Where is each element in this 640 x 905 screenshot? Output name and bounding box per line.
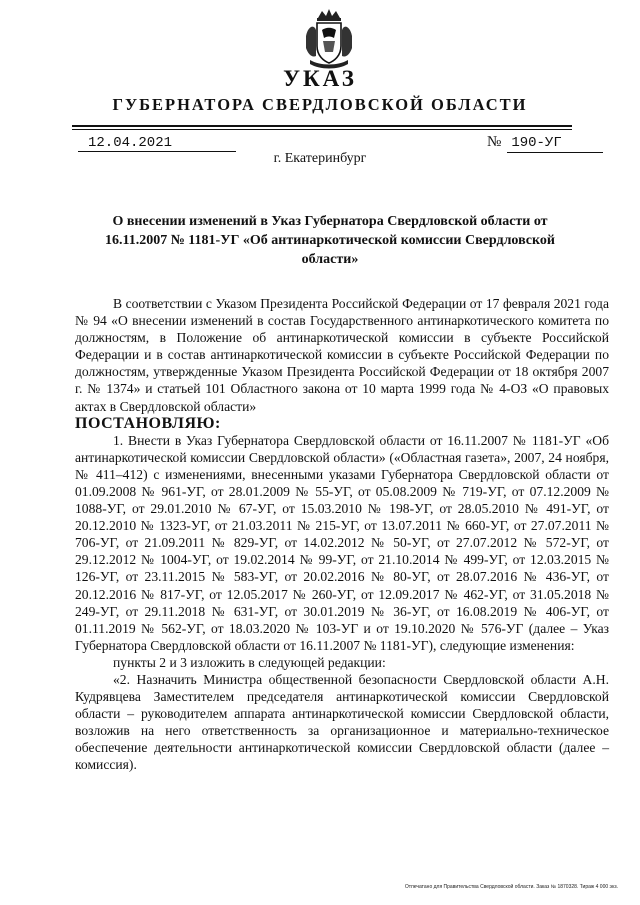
header-divider-thin bbox=[72, 129, 572, 130]
document-title: УКАЗ bbox=[283, 66, 357, 91]
print-footnote: Отпечатано для Правительства Свердловской области. Заказ № 1870328. Тираж 4 000 экз. bbox=[404, 884, 618, 890]
decree-number: 190-УГ bbox=[507, 135, 603, 153]
decree-subject: О внесении изменений в Указ Губернатора Свердловской области от 16.11.2007 № 1181-УГ «Об антинаркотической комиссии Свердловской области» bbox=[105, 214, 555, 267]
header-divider-thick bbox=[72, 125, 572, 127]
decree-date: 12.04.2021 bbox=[78, 135, 236, 152]
document-body bbox=[75, 295, 609, 774]
decree-heading: ПОСТАНОВЛЯЮ: bbox=[75, 414, 221, 432]
coat-of-arms-icon bbox=[304, 8, 354, 70]
number-sign: № bbox=[487, 134, 502, 150]
item-1-sub-paragraph: пункты 2 и 3 изложить в следующей редакции: bbox=[113, 654, 386, 670]
document-subtitle: ГУБЕРНАТОРА СВЕРДЛОВСКОЙ ОБЛАСТИ bbox=[112, 95, 528, 114]
item-2-paragraph: «2. Назначить Министра общественной безопасности Свердловской области А.Н. Кудрявцева Заместителем председателя антинаркотической комиссии Свердловской области – руководителем аппарата антинаркотической комиссии Свердловской области, возложив на него ответственность за организационное и материально-техническое обеспечение деятельности антинаркотической комиссии Свердловской области (далее – комиссия). bbox=[75, 671, 609, 773]
preamble-paragraph: В соответствии с Указом Президента Российской Федерации от 17 февраля 2021 года № 94 «О внесении изменений в состав Государственного антинаркотического комитета по должностям, в Положение об антинаркотической комиссии в субъекте Российской Федерации и в состав антинаркотической комиссии в субъекте Российской Федерации по должностям, утвержденные Указом Президента Российской Федерации от 18 октября 2007 г. № 1374» и статьей 101 Областного закона от 10 марта 1999 года № 4-ОЗ «О правовых актах в Свердловской области» bbox=[75, 296, 609, 414]
city-label: г. Екатеринбург bbox=[273, 151, 367, 166]
item-1-paragraph: 1. Внести в Указ Губернатора Свердловской области от 16.11.2007 № 1181-УГ «Об антинаркотической комиссии Свердловской области» («Областная газета», 2007, 24 ноября, № 411–412) с изменениями, внесенными указами Губернатора Свердловской области от 01.09.2008 № 961-УГ, от 28.01.2009 № 55-УГ, от 05.08.2009 № 719-УГ, от 07.12.2009 № 1088-УГ, от 29.01.2010 № 67-УГ, от 15.03.2010 № 198-УГ, от 28.05.2010 № 491-УГ, от 20.12.2010 № 1323-УГ, от 21.03.2011 № 215-УГ, от 13.07.2011 № 660-УГ, от 27.07.2011 № 706-УГ, от 21.09.2011 № 829-УГ, от 14.02.2012 № 50-УГ, от 27.07.2012 № 572-УГ, от 29.12.2012 № 1004-УГ, от 19.02.2014 № 99-УГ, от 21.10.2014 № 499-УГ, от 12.03.2015 № 126-УГ, от 23.11.2015 № 583-УГ, от 20.02.2016 № 80-УГ, от 28.07.2016 № 436-УГ, от 20.12.2016 № 817-УГ, от 12.05.2017 № 260-УГ, от 12.09.2017 № 462-УГ, от 31.05.2018 № 249-УГ, от 29.11.2018 № 631-УГ, от 30.01.2019 № 36-УГ, от 16.08.2019 № 406-УГ, от 01.11.2019 № 562-УГ, от 18.03.2020 № 103-УГ и от 19.10.2020 № 576-УГ (далее – Указ Губернатора Свердловской области от 16.11.2007 № 1181-УГ), следующие изменения: bbox=[75, 432, 609, 653]
